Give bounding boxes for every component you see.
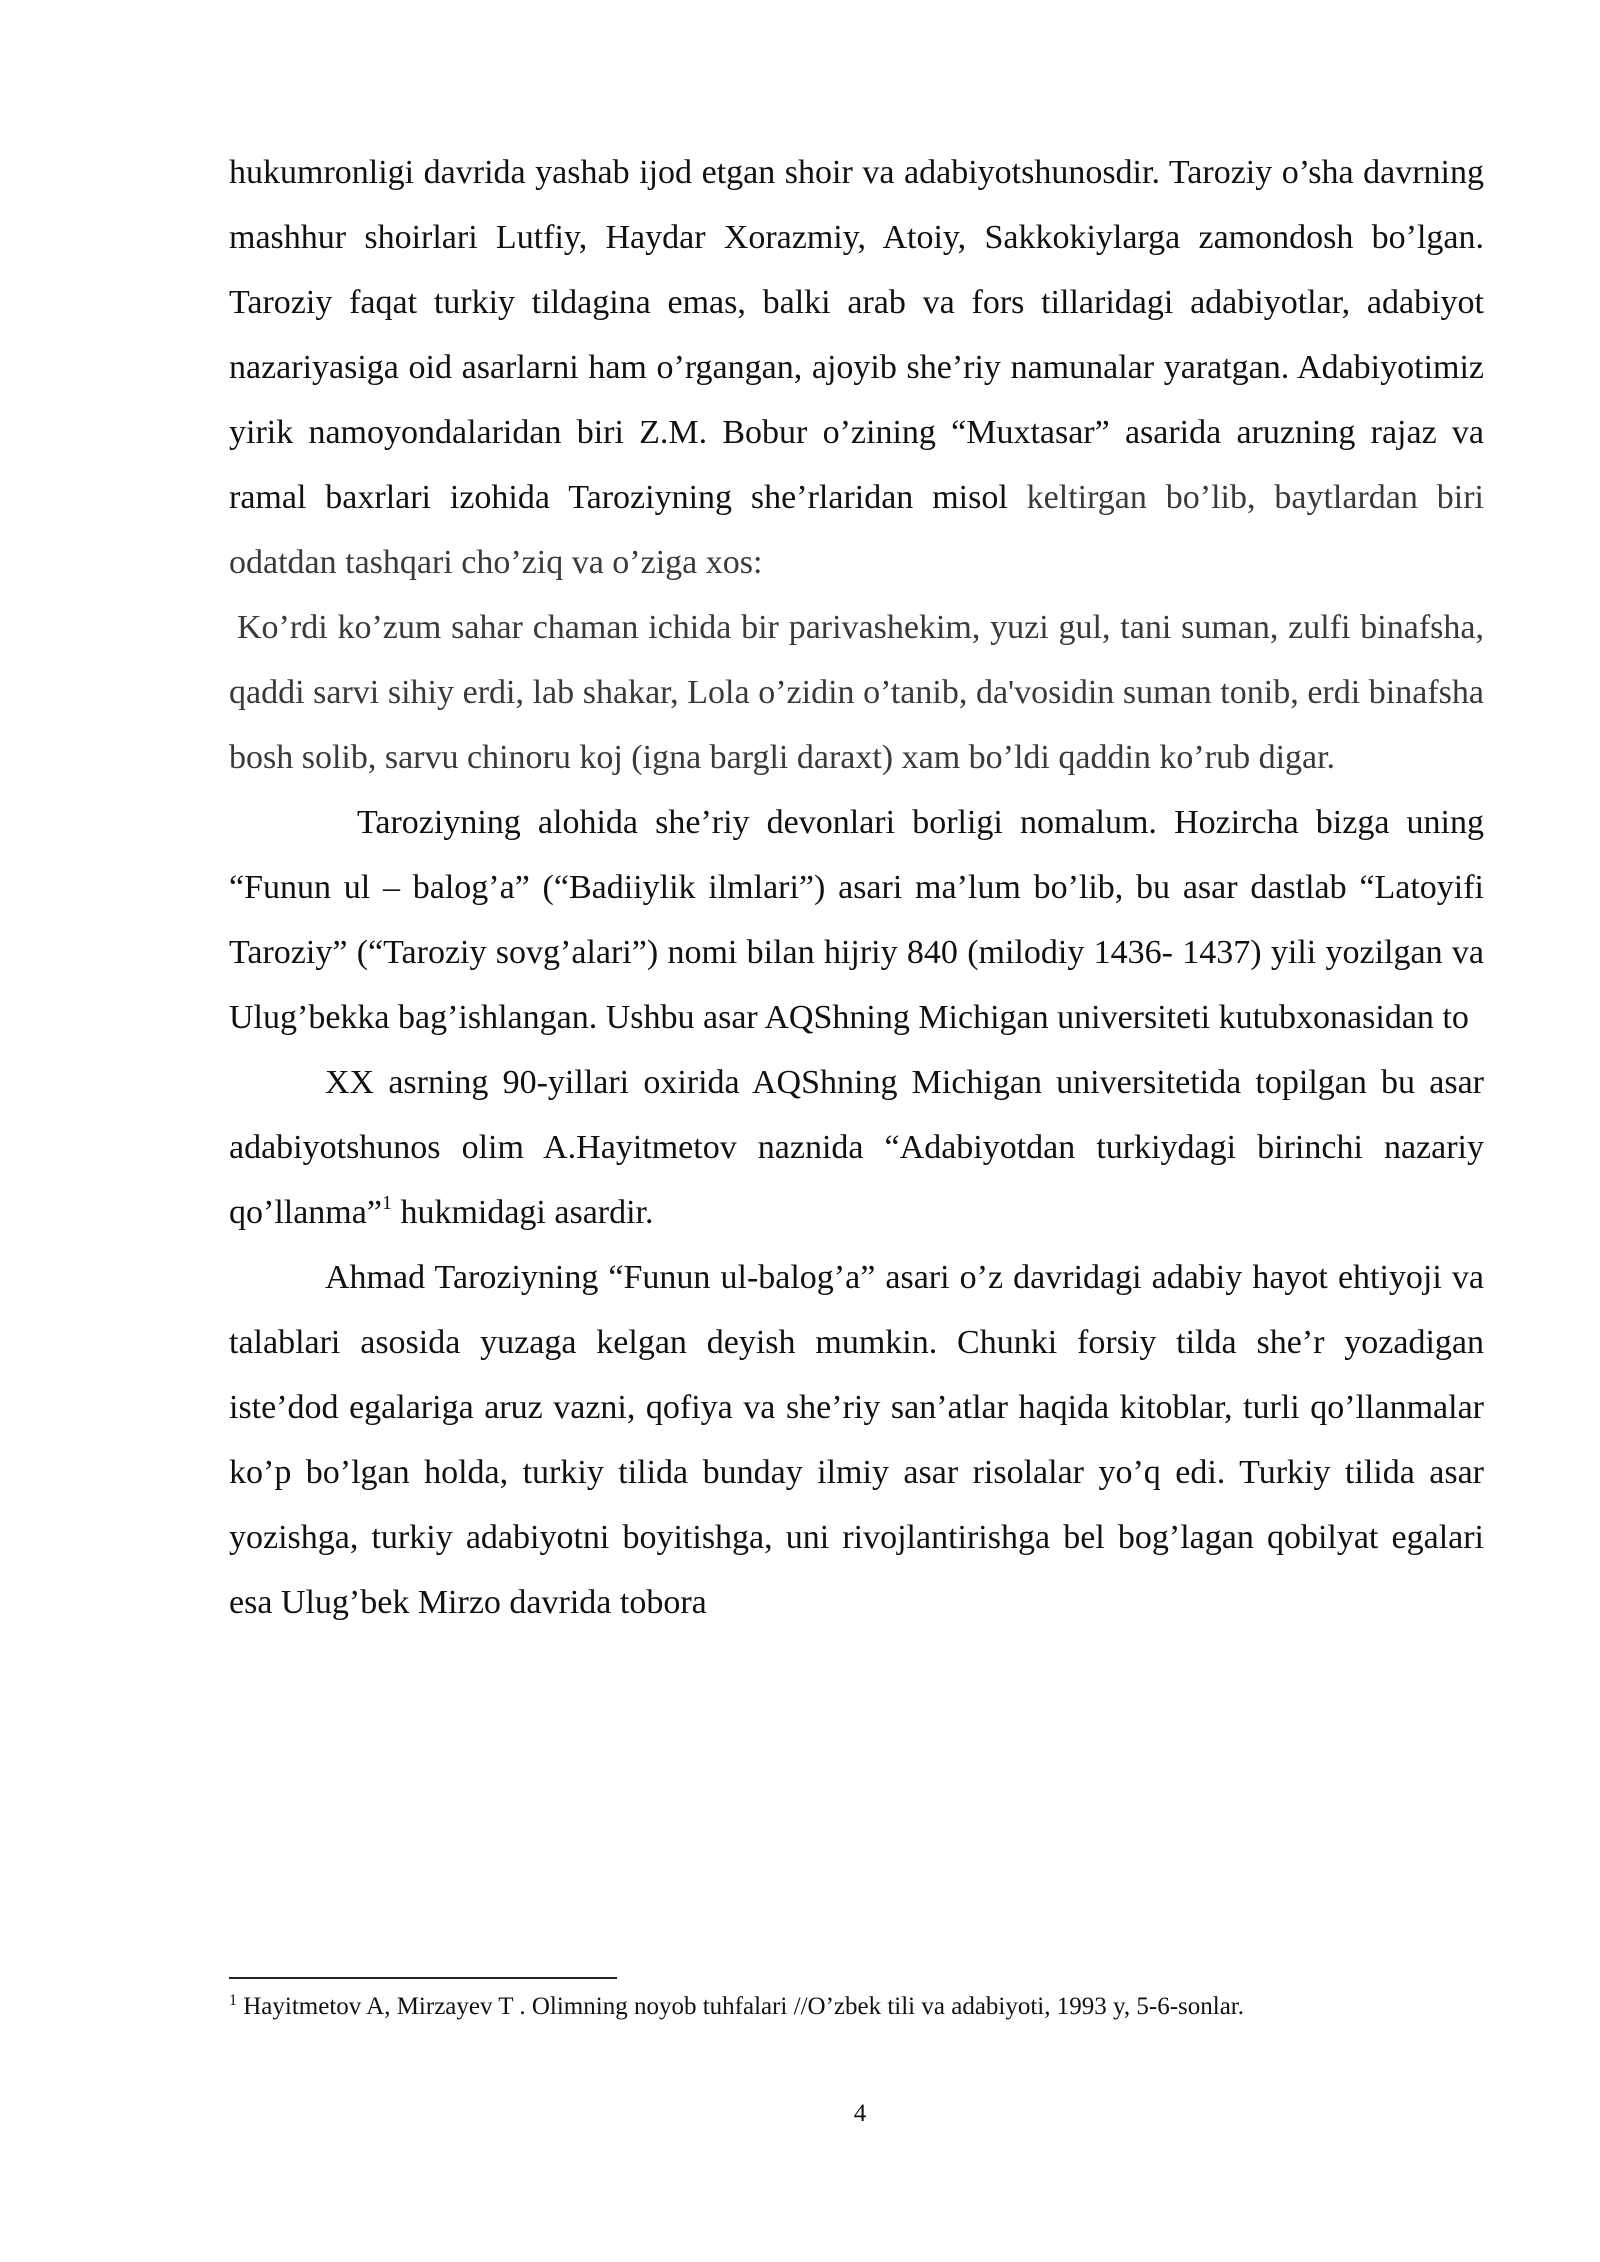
footnote-reference[interactable]: 1 bbox=[381, 1192, 392, 1214]
footnote-separator bbox=[229, 1977, 617, 1979]
paragraph-1-text: hukumronligi davrida yashab ijod etgan shoir va adabiyotshunosdir. Taroziy o’sha davrning mashhur shoirlari Lutfiy, Haydar Xorazmiy, Atoiy, Sakkokiylarga zamondosh bo’lgan. Taroziy faqat turkiy tildagina emas, balki arab va fors tillaridagi adabiyotlar, adabiyot nazariyasiga oid asarlarni ham o’rgangan, ajoyib she’riy namunalar yaratgan. Adabiyotimiz yirik namoyondalaridan biri Z.M. Bobur o’zining “Muxtasar” asarida aruzning rajaz va ramal baxrlari izohida Taroziyning she’rlaridan misol bbox=[229, 154, 1484, 516]
quoted-verse: Ko’rdi ko’zum sahar chaman ichida bir parivashekim, yuzi gul, tani suman, zulfi binafsha, qaddi sarvi sihiy erdi, lab shakar, Lola o’zidin o’tanib, da'vosidin suman tonib, erdi binafsha bosh solib, sarvu chinoru koj (igna bargli daraxt) xam bo’ldi qaddin ko’rub digar. bbox=[229, 609, 1484, 776]
paragraph-1 bbox=[229, 140, 1484, 595]
paragraph-4-tail: hukmidagi asardir. bbox=[391, 1194, 654, 1231]
footnote-text: Hayitmetov A, Mirzayev T . Olimning noyob tuhfalari //O’zbek tili va adabiyoti, 1993 y, 5-6-sonlar. bbox=[237, 1993, 1244, 2020]
paragraph-4 bbox=[229, 1050, 1484, 1245]
paragraph-3: Taroziyning alohida she’riy devonlari borligi nomalum. Hozircha bizga uning “Funun ul – balog’a” (“Badiiylik ilmlari”) asari ma’lum bo’lib, bu asar dastlab “Latoyifi Taroziy” (“Taroziy sovg’alari”) nomi bilan hijriy 840 (milodiy 1436- 1437) yili yozilgan va Ulug’bekka bag’ishlangan. Ushbu asar AQShning Michigan universiteti kutubxonasidan to bbox=[229, 804, 1484, 1036]
page-number: 4 bbox=[853, 2100, 867, 2127]
footnote-mark: 1 bbox=[229, 1992, 237, 2009]
body-text bbox=[229, 140, 1484, 1635]
paragraph-4-text: XX asrning 90-yillari oxirida AQShning Michigan universitetida topilgan bu asar adabiyotshunos olim A.Hayitmetov naznida “Adabiyotdan turkiydagi birinchi nazariy qo’llanma” bbox=[229, 1064, 1484, 1231]
footnote bbox=[229, 1990, 1484, 2024]
paragraph-5: Ahmad Taroziyning “Funun ul-balog’a” asari o’z davridagi adabiy hayot ehtiyoji va talablari asosida yuzaga kelgan deyish mumkin. Chunki forsiy tilda she’r yozadigan iste’dod egalariga aruz vazni, qofiya va she’riy san’atlar haqida kitoblar, turli qo’llanmalar ko’p bo’lgan holda, turkiy tilida bunday ilmiy asar risolalar yo’q edi. Turkiy tilida asar yozishga, turkiy adabiyotni boyitishga, uni rivojlantirishga bel bog’lagan qobilyat egalari esa Ulug’bek Mirzo davrida tobora bbox=[229, 1259, 1484, 1621]
paragraph-1-tail: keltirgan bo’lib, baytlardan biri odatdan tashqari cho’ziq va o’ziga xos: bbox=[229, 479, 1484, 581]
